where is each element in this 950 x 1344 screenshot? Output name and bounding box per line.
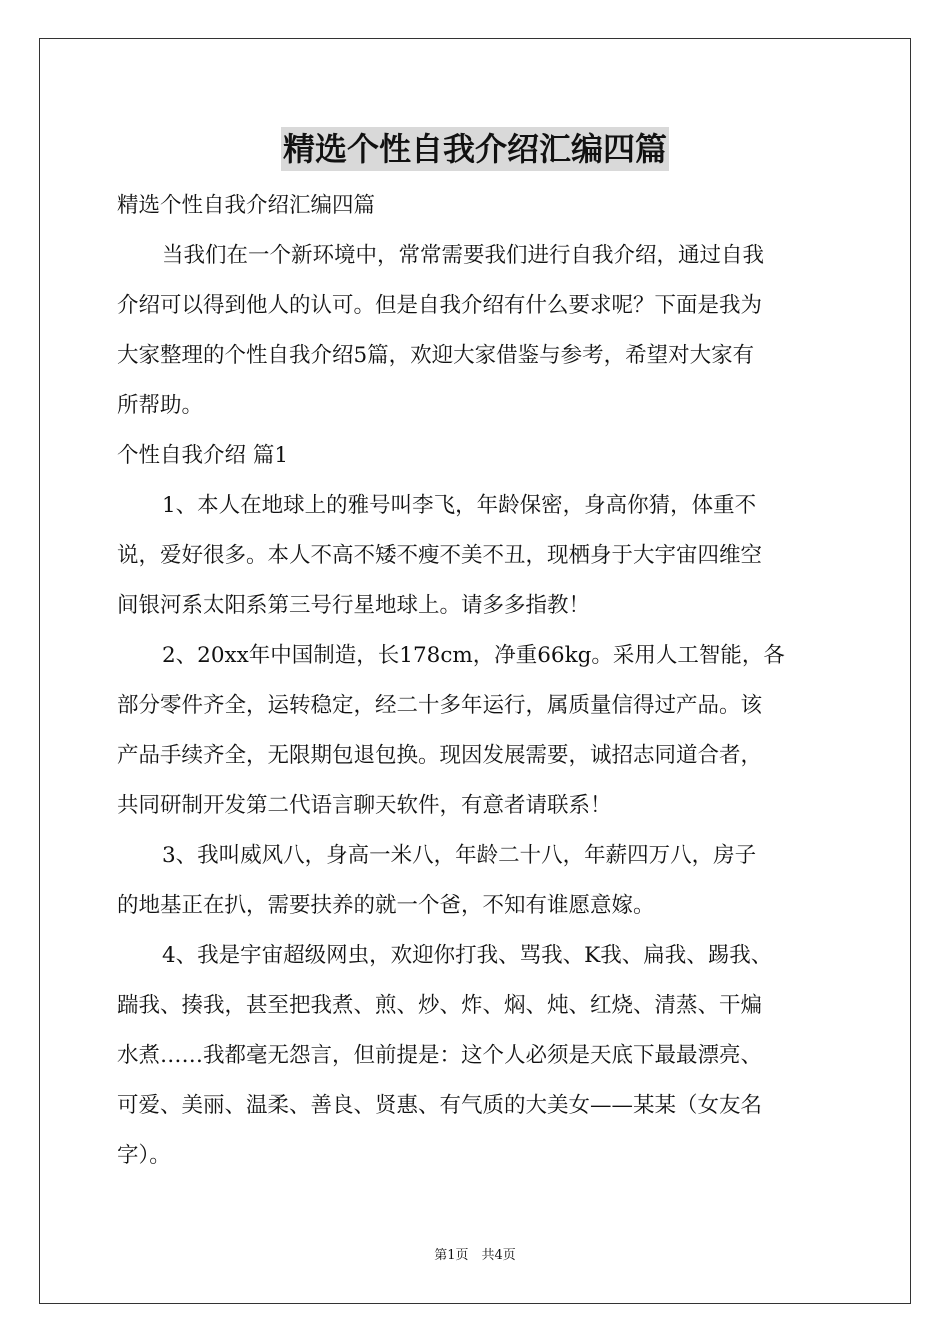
body-line: 可爱、美丽、温柔、善良、贤惠、有气质的大美女——某某（女友名 <box>117 1093 763 1118</box>
body-line: 精选个性自我介绍汇编四篇 <box>117 193 376 218</box>
body-line: 3、我叫威风八，身高一米八，年龄二十八，年薪四万八，房子 <box>162 843 757 868</box>
body-line: 所帮助。 <box>117 393 204 418</box>
body-line: 4、我是宇宙超级网虫，欢迎你打我、骂我、K我、扁我、踢我、 <box>162 943 773 968</box>
body-line: 字）。 <box>117 1143 171 1168</box>
body-line: 产品手续齐全，无限期包退包换。现因发展需要，诚招志同道合者， <box>117 743 763 768</box>
body-line: 间银河系太阳系第三号行星地球上。请多多指教！ <box>117 593 591 618</box>
body-line: 2、20xx年中国制造，长178cm，净重66kg。采用人工智能，各 <box>162 643 785 668</box>
body-line: 1、本人在地球上的雅号叫李飞，年龄保密，身高你猜，体重不 <box>162 493 757 518</box>
body-line: 的地基正在扒，需要扶养的就一个爸，不知有谁愿意嫁。 <box>117 893 655 918</box>
document-body <box>117 181 837 1181</box>
body-line: 踹我、揍我，甚至把我煮、煎、炒、炸、焖、炖、红烧、清蒸、干煸 <box>117 993 763 1018</box>
body-line: 水煮……我都毫无怨言，但前提是：这个人必须是天底下最最漂亮、 <box>117 1043 763 1068</box>
body-line: 当我们在一个新环境中，常常需要我们进行自我介绍，通过自我 <box>162 243 765 268</box>
body-line: 说，爱好很多。本人不高不矮不瘦不美不丑，现栖身于大宇宙四维空 <box>117 543 763 568</box>
body-line: 共同研制开发第二代语言聊天软件，有意者请联系！ <box>117 793 612 818</box>
body-line: 部分零件齐全，运转稳定，经二十多年运行，属质量信得过产品。该 <box>117 693 763 718</box>
body-line: 大家整理的个性自我介绍5篇，欢迎大家借鉴与参考，希望对大家有 <box>117 343 755 368</box>
section-heading: 个性自我介绍 篇1 <box>117 443 289 468</box>
title-container <box>0 127 950 171</box>
page-footer: 第1页 共4页 <box>434 1248 516 1263</box>
document-title: 精选个性自我介绍汇编四篇 <box>281 127 669 171</box>
body-line: 介绍可以得到他人的认可。但是自我介绍有什么要求呢？下面是我为 <box>117 293 763 318</box>
